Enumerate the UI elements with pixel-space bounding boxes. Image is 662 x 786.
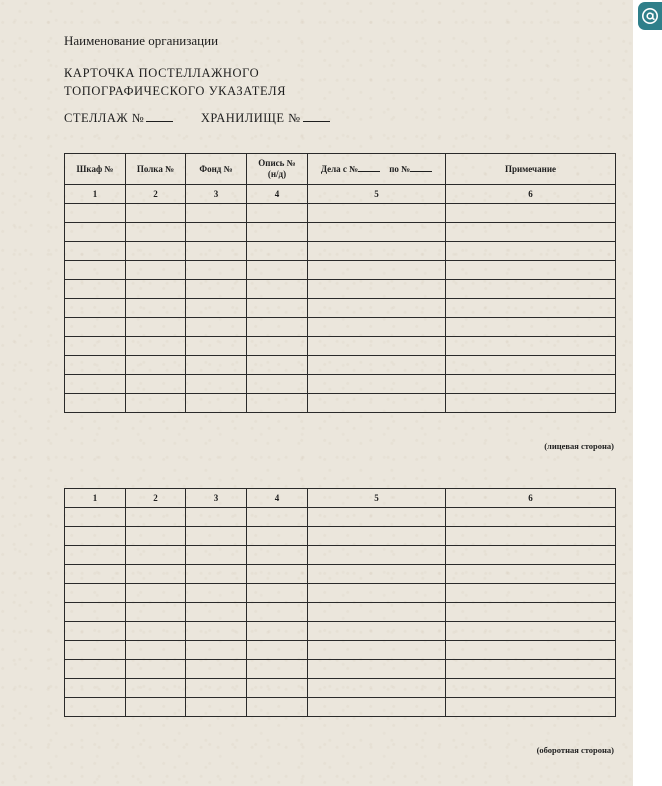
back-table-body <box>65 508 616 717</box>
table-cell[interactable] <box>247 622 308 641</box>
table-row <box>65 679 616 698</box>
table-cell[interactable] <box>186 660 247 679</box>
table-cell[interactable] <box>247 698 308 717</box>
table-cell[interactable] <box>65 375 126 394</box>
table-cell[interactable] <box>186 584 247 603</box>
table-cell[interactable] <box>308 565 446 584</box>
table-cell[interactable] <box>126 622 186 641</box>
table-cell[interactable] <box>308 204 446 223</box>
table-cell[interactable] <box>65 565 126 584</box>
column-number: 1 <box>65 489 126 508</box>
front-side-table <box>64 153 616 413</box>
rack-number-blank[interactable] <box>146 111 173 122</box>
table-cell[interactable] <box>247 242 308 261</box>
table-row <box>65 318 616 337</box>
table-cell[interactable] <box>186 299 247 318</box>
table-cell[interactable] <box>308 261 446 280</box>
table-cell[interactable] <box>186 546 247 565</box>
table-row <box>65 394 616 413</box>
table-cell[interactable] <box>186 679 247 698</box>
table-cell[interactable] <box>65 242 126 261</box>
table-row <box>65 660 616 679</box>
header-note: Примечание <box>446 154 616 185</box>
table-cell[interactable] <box>446 280 616 299</box>
table-cell[interactable] <box>446 698 616 717</box>
table-row <box>65 299 616 318</box>
column-number: 5 <box>308 489 446 508</box>
table-row <box>65 698 616 717</box>
table-cell[interactable] <box>247 546 308 565</box>
header-inventory-sub: (н/д) <box>267 169 287 179</box>
header-cases-from: Дела с № <box>320 164 359 174</box>
storage-label: ХРАНИЛИЩЕ № <box>200 111 301 125</box>
table-cell[interactable] <box>126 356 186 375</box>
table-cell[interactable] <box>126 242 186 261</box>
table-cell[interactable] <box>126 337 186 356</box>
table-cell[interactable] <box>446 546 616 565</box>
table-cell[interactable] <box>186 356 247 375</box>
table-cell[interactable] <box>65 584 126 603</box>
back-side-label: (оборотная сторона) <box>536 745 614 755</box>
card-title-line-2: ТОПОГРАФИЧЕСКОГО УКАЗАТЕЛЯ <box>64 84 287 98</box>
table-cell[interactable] <box>247 337 308 356</box>
table-cell[interactable] <box>126 679 186 698</box>
table-cell[interactable] <box>186 698 247 717</box>
table-cell[interactable] <box>186 204 247 223</box>
table-cell[interactable] <box>247 641 308 660</box>
page-margin-strip <box>633 0 662 786</box>
table-cell[interactable] <box>65 679 126 698</box>
table-row <box>65 622 616 641</box>
column-number: 3 <box>186 185 247 204</box>
table-cell[interactable] <box>446 527 616 546</box>
table-cell[interactable] <box>126 565 186 584</box>
table-cell[interactable] <box>247 280 308 299</box>
table-row <box>65 603 616 622</box>
table-cell[interactable] <box>65 527 126 546</box>
table-cell[interactable] <box>446 356 616 375</box>
table-cell[interactable] <box>126 584 186 603</box>
table-row <box>65 223 616 242</box>
table-cell[interactable] <box>126 375 186 394</box>
table-row <box>65 204 616 223</box>
table-cell[interactable] <box>446 565 616 584</box>
column-number: 4 <box>247 489 308 508</box>
table-cell[interactable] <box>446 394 616 413</box>
table-cell[interactable] <box>247 565 308 584</box>
table-cell[interactable] <box>247 508 308 527</box>
table-cell[interactable] <box>308 679 446 698</box>
table-cell[interactable] <box>446 375 616 394</box>
table-cell[interactable] <box>186 603 247 622</box>
column-number-row <box>65 185 616 204</box>
column-number: 1 <box>65 185 126 204</box>
table-cell[interactable] <box>126 280 186 299</box>
table-cell[interactable] <box>247 660 308 679</box>
table-cell[interactable] <box>446 641 616 660</box>
table-row <box>65 242 616 261</box>
table-cell[interactable] <box>446 242 616 261</box>
table-cell[interactable] <box>65 261 126 280</box>
table-cell[interactable] <box>65 299 126 318</box>
table-cell[interactable] <box>308 622 446 641</box>
table-cell[interactable] <box>308 242 446 261</box>
table-cell[interactable] <box>126 603 186 622</box>
table-cell[interactable] <box>308 546 446 565</box>
table-cell[interactable] <box>308 356 446 375</box>
table-cell[interactable] <box>186 527 247 546</box>
table-cell[interactable] <box>126 508 186 527</box>
table-cell[interactable] <box>308 698 446 717</box>
column-number: 6 <box>446 185 616 204</box>
table-cell[interactable] <box>65 698 126 717</box>
table-cell[interactable] <box>308 280 446 299</box>
table-cell[interactable] <box>186 318 247 337</box>
table-cell[interactable] <box>308 527 446 546</box>
table-cell[interactable] <box>446 584 616 603</box>
table-cell[interactable] <box>247 394 308 413</box>
back-side-table <box>64 488 616 717</box>
front-table-body <box>65 204 616 413</box>
table-cell[interactable] <box>446 261 616 280</box>
table-cell[interactable] <box>247 299 308 318</box>
table-cell[interactable] <box>65 641 126 660</box>
column-number: 2 <box>126 489 186 508</box>
table-cell[interactable] <box>446 223 616 242</box>
table-cell[interactable] <box>308 660 446 679</box>
table-cell[interactable] <box>65 337 126 356</box>
rack-storage-line <box>64 111 330 126</box>
table-cell[interactable] <box>126 204 186 223</box>
table-cell[interactable] <box>126 318 186 337</box>
table-row <box>65 584 616 603</box>
table-cell[interactable] <box>126 546 186 565</box>
table-cell[interactable] <box>446 204 616 223</box>
table-row <box>65 546 616 565</box>
table-row <box>65 641 616 660</box>
table-cell[interactable] <box>446 318 616 337</box>
table-cell[interactable] <box>65 356 126 375</box>
table-cell[interactable] <box>65 280 126 299</box>
header-cases <box>308 154 446 185</box>
table-row <box>65 261 616 280</box>
table-cell[interactable] <box>308 641 446 660</box>
table-cell[interactable] <box>126 527 186 546</box>
table-cell[interactable] <box>247 318 308 337</box>
column-number: 6 <box>446 489 616 508</box>
table-cell[interactable] <box>446 660 616 679</box>
table-cell[interactable] <box>446 622 616 641</box>
table-cell[interactable] <box>65 223 126 242</box>
header-inventory <box>247 154 308 185</box>
table-cell[interactable] <box>308 394 446 413</box>
table-row <box>65 280 616 299</box>
table-cell[interactable] <box>126 641 186 660</box>
column-number: 5 <box>308 185 446 204</box>
table-cell[interactable] <box>247 679 308 698</box>
table-row <box>65 527 616 546</box>
front-side-label: (лицевая сторона) <box>544 441 614 451</box>
table-cell[interactable] <box>247 603 308 622</box>
table-cell[interactable] <box>126 698 186 717</box>
table-cell[interactable] <box>247 223 308 242</box>
table-cell[interactable] <box>247 204 308 223</box>
table-row <box>65 508 616 527</box>
header-fond: Фонд № <box>186 154 247 185</box>
header-cabinet: Шкаф № <box>65 154 126 185</box>
table-cell[interactable] <box>126 299 186 318</box>
table-cell[interactable] <box>186 242 247 261</box>
table-cell[interactable] <box>308 508 446 527</box>
table-cell[interactable] <box>446 508 616 527</box>
table-cell[interactable] <box>308 375 446 394</box>
table-cell[interactable] <box>186 508 247 527</box>
table-cell[interactable] <box>446 679 616 698</box>
column-number: 2 <box>126 185 186 204</box>
rack-label: СТЕЛЛАЖ № <box>64 111 145 125</box>
storage-number-blank[interactable] <box>303 111 330 122</box>
table-cell[interactable] <box>65 546 126 565</box>
card-title <box>64 64 286 100</box>
table-cell[interactable] <box>65 204 126 223</box>
table-cell[interactable] <box>308 318 446 337</box>
table-cell[interactable] <box>126 660 186 679</box>
table-cell[interactable] <box>65 603 126 622</box>
table-cell[interactable] <box>308 603 446 622</box>
table-cell[interactable] <box>65 660 126 679</box>
table-cell[interactable] <box>186 641 247 660</box>
header-inventory-label: Опись № <box>258 158 296 168</box>
table-row <box>65 565 616 584</box>
table-cell[interactable] <box>247 584 308 603</box>
table-cell[interactable] <box>126 394 186 413</box>
header-shelf: Полка № <box>126 154 186 185</box>
table-cell[interactable] <box>65 508 126 527</box>
table-cell[interactable] <box>247 375 308 394</box>
table-cell[interactable] <box>65 394 126 413</box>
table-cell[interactable] <box>308 223 446 242</box>
table-cell[interactable] <box>247 261 308 280</box>
column-number: 3 <box>186 489 247 508</box>
card-title-line-1: КАРТОЧКА ПОСТЕЛЛАЖНОГО <box>64 66 260 80</box>
table-cell[interactable] <box>65 318 126 337</box>
column-number: 4 <box>247 185 308 204</box>
table-cell[interactable] <box>308 299 446 318</box>
at-sign-icon[interactable] <box>638 2 662 30</box>
table-cell[interactable] <box>446 299 616 318</box>
table-row <box>65 356 616 375</box>
table-cell[interactable] <box>446 337 616 356</box>
table-cell[interactable] <box>65 622 126 641</box>
table-cell[interactable] <box>186 261 247 280</box>
table-cell[interactable] <box>186 223 247 242</box>
table-cell[interactable] <box>186 280 247 299</box>
table-row <box>65 337 616 356</box>
header-cases-to: по № <box>389 164 411 174</box>
table-cell[interactable] <box>126 261 186 280</box>
organization-label: Наименование организации <box>64 33 219 48</box>
table-cell[interactable] <box>446 603 616 622</box>
table-cell[interactable] <box>186 375 247 394</box>
table-cell[interactable] <box>126 223 186 242</box>
table-cell[interactable] <box>186 394 247 413</box>
table-cell[interactable] <box>247 527 308 546</box>
table-row <box>65 375 616 394</box>
table-cell[interactable] <box>308 337 446 356</box>
table-cell[interactable] <box>247 356 308 375</box>
table-cell[interactable] <box>186 565 247 584</box>
table-cell[interactable] <box>308 584 446 603</box>
table-cell[interactable] <box>186 622 247 641</box>
header-row <box>65 154 616 185</box>
table-cell[interactable] <box>186 337 247 356</box>
column-number-row <box>65 489 616 508</box>
